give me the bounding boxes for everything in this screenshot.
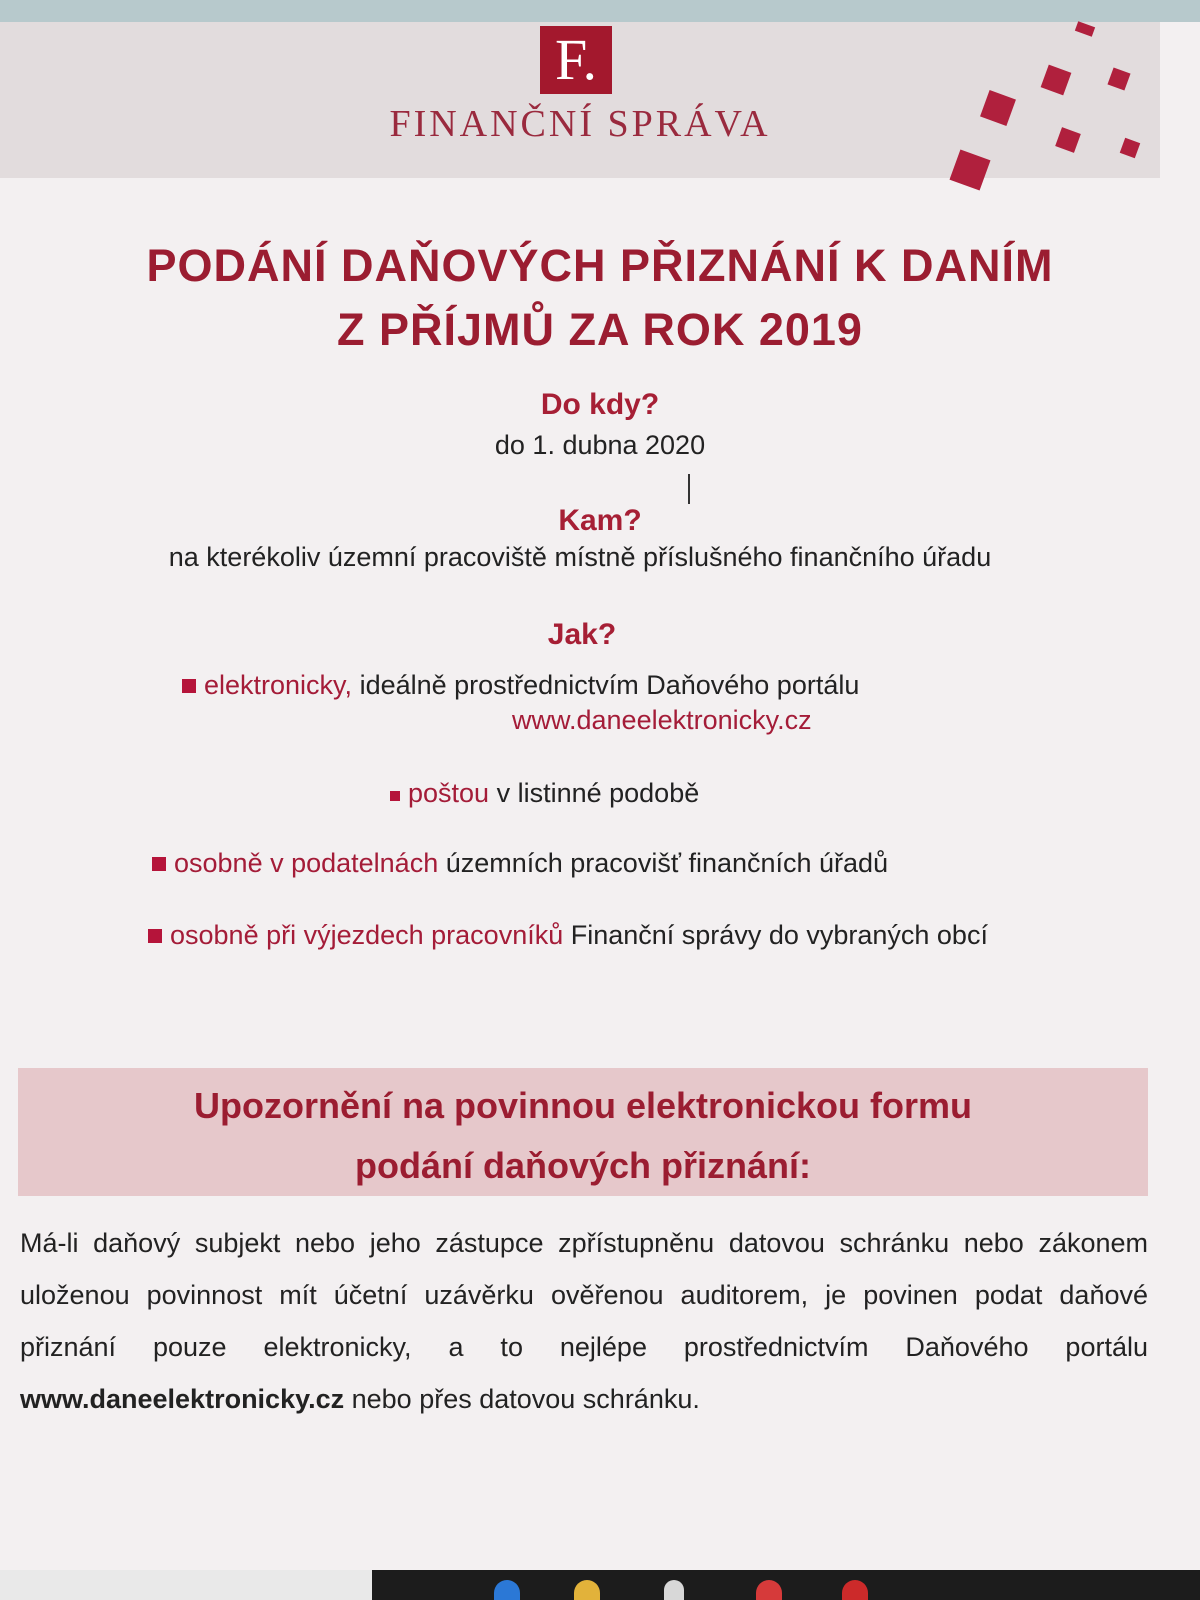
decorative-square xyxy=(949,149,990,190)
portal-link[interactable]: www.daneelektronicky.cz xyxy=(512,705,812,735)
list-item: osobně při výjezdech pracovníků Finanční správy do vybraných obcí xyxy=(148,920,988,951)
list-item: osobně v podatelnách územních pracovišť finančních úřadů xyxy=(152,848,888,879)
portal-link-bold[interactable]: www.daneelektronicky.cz xyxy=(20,1384,345,1414)
list-item: elektronicky, ideálně prostřednictvím Daňového portálu xyxy=(182,670,859,701)
bullet-square-icon xyxy=(148,929,162,943)
app-icon[interactable] xyxy=(664,1580,684,1600)
brand-name: FINANČNÍ SPRÁVA xyxy=(389,103,771,145)
when-question: Do kdy? xyxy=(540,388,660,421)
decorative-square xyxy=(1120,138,1141,159)
bullet-square-icon xyxy=(182,679,196,693)
text-cursor-icon xyxy=(688,474,690,504)
document-page xyxy=(0,22,1200,1570)
decorative-square xyxy=(1107,67,1130,90)
bullet-square-icon xyxy=(152,857,166,871)
decorative-square xyxy=(1075,21,1095,37)
where-answer: na kterékoliv územní pracoviště místně příslušného finančního úřadu xyxy=(168,542,992,572)
warning-paragraph: Má-li daňový subjekt nebo jeho zástupce zpřístupněnu datovou schránku nebo zákonem uloženou povinnost mít účetní uzávěrku ověřenou auditorem, je povinen podat daňové přiznání pouze elektronicky, a to nejlépe prostřednictvím Daňového portálu www.daneelektronicky.cz nebo přes datovou schránku. xyxy=(20,1228,1148,1414)
browser-top-strip xyxy=(0,0,1200,22)
folder-icon[interactable] xyxy=(574,1580,600,1600)
pdf-icon[interactable] xyxy=(842,1580,868,1600)
warning-title: Upozornění na povinnou elektronickou formu podání daňových přiznání: xyxy=(193,1085,973,1186)
page-title: PODÁNÍ DAŇOVÝCH PŘIZNÁNÍ K DANÍM Z PŘÍJMŮ ZA ROK 2019 xyxy=(146,240,1054,355)
how-question: Jak? xyxy=(547,618,617,651)
decorative-square xyxy=(1041,65,1072,96)
where-question: Kam? xyxy=(558,504,642,537)
decorative-square xyxy=(1055,127,1081,153)
list-item: poštou v listinné podobě xyxy=(390,778,699,809)
edge-icon[interactable] xyxy=(494,1580,520,1600)
bullet-square-icon xyxy=(390,791,400,801)
chrome-icon[interactable] xyxy=(756,1580,782,1600)
taskbar-search-area[interactable] xyxy=(0,1570,372,1600)
decorative-square xyxy=(980,90,1016,126)
header-banner xyxy=(0,22,1160,178)
logo-icon: F. xyxy=(540,26,612,94)
taskbar xyxy=(0,1570,1200,1600)
when-answer: do 1. dubna 2020 xyxy=(494,430,706,460)
